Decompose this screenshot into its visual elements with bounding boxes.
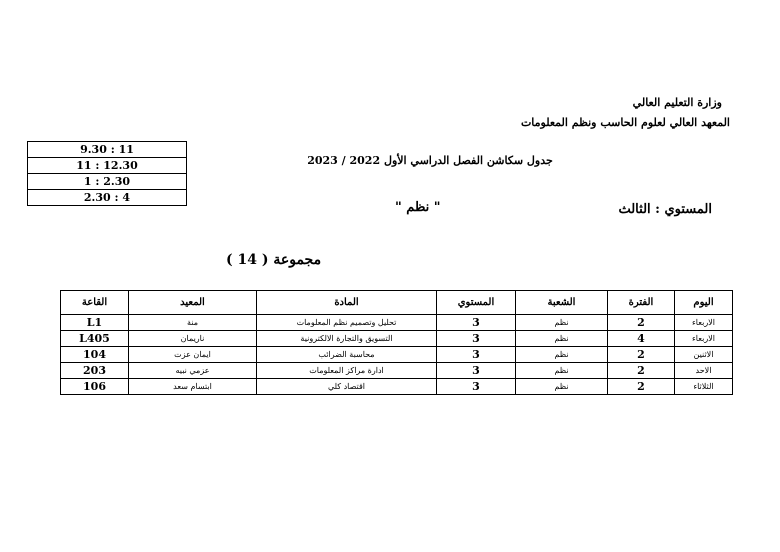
group-label: مجموعة ( 14 ) [226, 252, 322, 268]
period-row [28, 190, 187, 206]
cell-day: الاثنين [675, 347, 733, 363]
cell-division: نظم [516, 379, 608, 395]
cell-instructor: منة [129, 315, 257, 331]
table-row [61, 379, 733, 395]
table-row [61, 347, 733, 363]
period-cell: 9.30 : 11 [28, 142, 187, 158]
cell-day: الاربعاء [675, 315, 733, 331]
header-room: القاعة [61, 291, 129, 315]
cell-room: 106 [61, 379, 129, 395]
cell-room: 203 [61, 363, 129, 379]
cell-day: الاربعاء [675, 331, 733, 347]
cell-period: 2 [608, 315, 675, 331]
ministry-name: وزارة التعليم العالي [632, 96, 722, 109]
cell-instructor: ايمان عزت [129, 347, 257, 363]
cell-period: 2 [608, 379, 675, 395]
header-period: الفترة [608, 291, 675, 315]
cell-room: 104 [61, 347, 129, 363]
periods-table [27, 141, 187, 206]
cell-division: نظم [516, 363, 608, 379]
table-row [61, 315, 733, 331]
header-instructor: المعيد [129, 291, 257, 315]
cell-room: L1 [61, 315, 129, 331]
cell-subject: اقتصاد كلي [257, 379, 437, 395]
cell-room: L405 [61, 331, 129, 347]
schedule-title: جدول سكاشن الفصل الدراسي الأول 2022 / 2023 [307, 154, 553, 167]
cell-instructor: ناريمان [129, 331, 257, 347]
table-row [61, 363, 733, 379]
cell-day: الثلاثاء [675, 379, 733, 395]
cell-subject: التسويق والتجارة الالكترونية [257, 331, 437, 347]
period-row [28, 158, 187, 174]
header-day: اليوم [675, 291, 733, 315]
cell-division: نظم [516, 315, 608, 331]
header-subject: المادة [257, 291, 437, 315]
table-header-row [61, 291, 733, 315]
cell-subject: محاسبة الضرائب [257, 347, 437, 363]
cell-level: 3 [437, 331, 516, 347]
cell-day: الاحد [675, 363, 733, 379]
cell-instructor: ابتسام سعد [129, 379, 257, 395]
cell-period: 2 [608, 363, 675, 379]
cell-period: 4 [608, 331, 675, 347]
cell-level: 3 [437, 347, 516, 363]
cell-subject: تحليل وتصميم نظم المعلومات [257, 315, 437, 331]
period-row [28, 142, 187, 158]
cell-period: 2 [608, 347, 675, 363]
period-cell: 11 : 12.30 [28, 158, 187, 174]
header-division: الشعبة [516, 291, 608, 315]
cell-level: 3 [437, 315, 516, 331]
level-label: المستوي : الثالث [618, 202, 712, 217]
cell-division: نظم [516, 331, 608, 347]
period-cell: 1 : 2.30 [28, 174, 187, 190]
cell-division: نظم [516, 347, 608, 363]
header-level: المستوي [437, 291, 516, 315]
period-row [28, 174, 187, 190]
cell-level: 3 [437, 363, 516, 379]
cell-subject: ادارة مراكز المعلومات [257, 363, 437, 379]
cell-instructor: عزمي نبيه [129, 363, 257, 379]
table-row [61, 331, 733, 347]
period-cell: 2.30 : 4 [28, 190, 187, 206]
specialization-label: " نظم " [395, 200, 441, 215]
institute-name: المعهد العالي لعلوم الحاسب ونظم المعلومات [520, 116, 730, 129]
cell-level: 3 [437, 379, 516, 395]
schedule-table [60, 290, 733, 395]
